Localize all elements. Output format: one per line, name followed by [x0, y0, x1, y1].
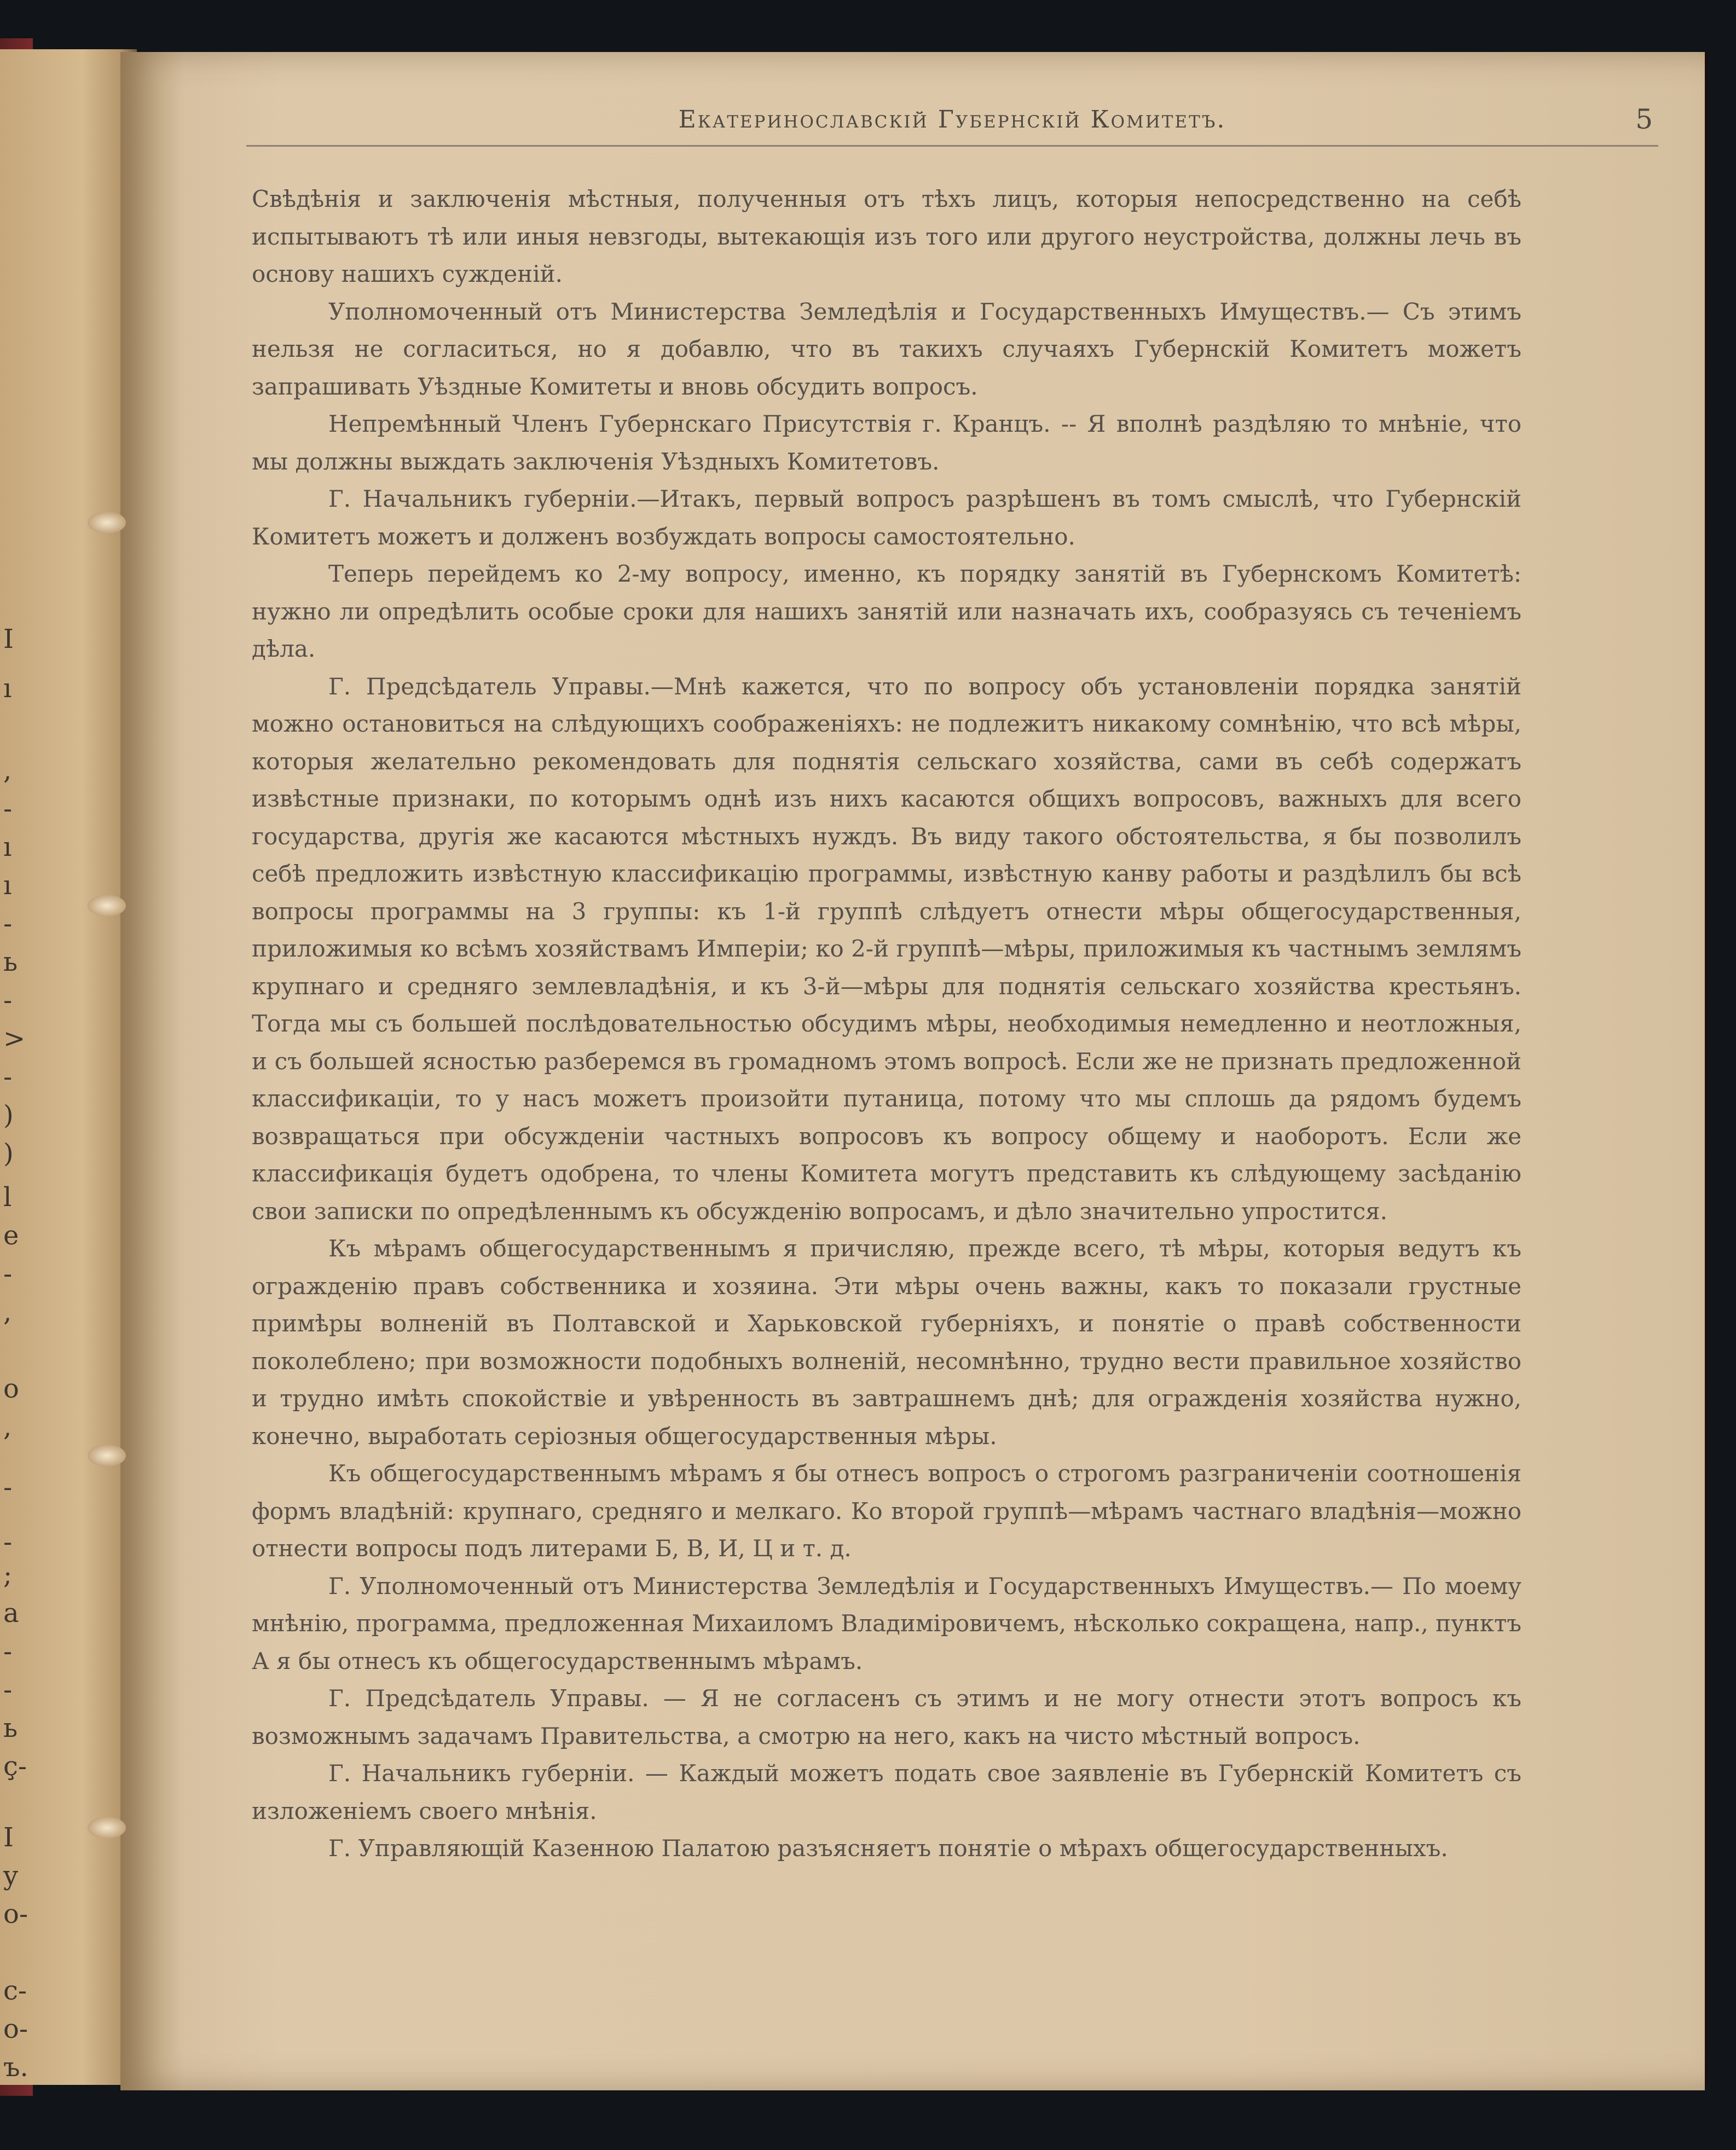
document-page: [120, 52, 1705, 2090]
left-page-fragment: >: [3, 1023, 26, 1054]
left-page-fragment: I: [3, 624, 14, 654]
paragraph: Къ общегосударственнымъ мѣрамъ я бы отнесъ вопросъ о строгомъ разграниченіи соотношенія формъ владѣній: крупнаго, средняго и мелкаго. Ко второй группѣ—мѣрамъ частнаго владѣнія—можно отнести вопросы подъ литерами Б, В, И, Ц и т. д.: [252, 1460, 1521, 1562]
paragraph: Г. Начальникъ губерніи.—Итакъ, первый вопросъ разрѣшенъ въ томъ смыслѣ, что Губернскій Комитетъ можетъ и долженъ возбуждать вопросы самостоятельно.: [252, 485, 1521, 550]
left-page-fragment: ): [3, 1138, 14, 1169]
paragraph: Г. Уполномоченный отъ Министерства Земледѣлія и Государственныхъ Имуществъ.— По моему мнѣнію, программа, предложенная Михаиломъ Владиміровичемъ, нѣсколько сокращена, напр., пунктъ А я бы отнесъ къ общегосударственнымъ мѣрамъ.: [252, 1572, 1521, 1674]
left-page-fragment: ь: [3, 1713, 18, 1743]
binding-hole: [88, 895, 126, 917]
paragraph: Г. Управляющій Казенною Палатою разъясняетъ понятіе о мѣрахъ общегосударственныхъ.: [328, 1835, 1448, 1862]
paragraph: Г. Предсѣдатель Управы.—Мнѣ кажется, что по вопросу объ установленіи порядка занятій можно остановиться на слѣдующихъ соображеніяхъ: не подлежитъ никакому сомнѣнію, что всѣ мѣры, которыя желательно рекомендовать для поднятія сельскаго хозяйства, сами въ себѣ содержатъ извѣстные признаки, по которымъ однѣ изъ нихъ касаются общихъ вопросовъ, важныхъ для всего государства, другія же касаются мѣстныхъ нуждъ. Въ виду такого обстоятельства, я бы позволилъ себѣ предложить извѣстную классификацію программы, извѣстную канву работы и раздѣлилъ бы всѣ вопросы программы на 3 группы: къ 1-й группѣ слѣдуетъ отнести мѣры общегосударственныя, приложимыя ко всѣмъ хозяйствамъ Имперіи; ко 2-й группѣ—мѣры, приложимыя къ частнымъ землямъ крупнаго и средняго землевладѣнія, и къ 3-й—мѣры для поднятія сельскаго хозяйства крестьянъ. Тогда мы съ большей послѣдовательностью обсудимъ мѣры, необходимыя немедленно и неотложныя, и съ большей ясностью разберемся въ громадномъ этомъ вопросѣ. Если же не признать предложенной классификаціи, то у насъ можетъ произойти путаница, потому что мы сплошь да рядомъ будемъ возвращаться при обсужденіи частныхъ вопросовъ къ вопросу общему и наоборотъ. Если же классификація будетъ одобрена, то члены Комитета могутъ представить къ слѣдующему засѣданію свои записки по опредѣленнымъ къ обсужденію вопросамъ, и дѣло значительно упростится.: [252, 673, 1521, 1225]
left-page-fragment: -: [3, 1472, 13, 1503]
left-page-fragment: ı: [3, 673, 12, 704]
left-page-fragment: ,: [3, 755, 12, 786]
binding-hole: [88, 512, 126, 534]
left-page-fragment: -: [3, 793, 13, 824]
left-page-fragment: ı: [3, 870, 12, 901]
left-page-fragment: -: [3, 985, 13, 1016]
left-page-fragment: ı: [3, 832, 12, 862]
left-page-margin: [0, 49, 137, 2085]
paragraph: Г. Начальникъ губерніи. — Каждый можетъ подать свое заявленіе въ Губернскій Комитетъ съ изложеніемъ своего мнѣнія.: [252, 1760, 1521, 1824]
left-page-fragment: ,: [3, 1412, 12, 1442]
left-page-fragment: -: [3, 1062, 13, 1092]
left-page-fragment: I: [3, 1822, 14, 1853]
binding-hole: [88, 1817, 126, 1839]
paragraph: Свѣдѣнія и заключенія мѣстныя, полученныя отъ тѣхъ лицъ, которыя непосредственно на себѣ испытываютъ тѣ или иныя невзгоды, вытекающія изъ того или другого неустройства, должны лечь въ основу нашихъ сужденій.: [252, 186, 1521, 287]
paragraph: Непремѣнный Членъ Губернскаго Присутствія г. Кранцъ. -- Я вполнѣ раздѣляю то мнѣніе, что мы должны выждать заключенія Уѣздныхъ Комитетовъ.: [252, 410, 1521, 475]
left-page-fragment: -: [3, 1636, 13, 1667]
left-page-fragment: ): [3, 1100, 14, 1131]
left-page-fragment: c-: [3, 1975, 27, 2006]
running-title: Екатеринославскій Губернскій Комитетъ.: [678, 106, 1226, 134]
page-number: 5: [1635, 103, 1653, 135]
paragraph: Г. Предсѣдатель Управы. — Я не согласенъ съ этимъ и не могу отнести этотъ вопросъ къ возможнымъ задачамъ Правительства, а смотрю на него, какъ на чисто мѣстный вопросъ.: [252, 1685, 1521, 1749]
left-page-fragment: e: [3, 1220, 19, 1251]
left-page-fragment: o-: [3, 2014, 28, 2044]
paragraph: Къ мѣрамъ общегосударственнымъ я причисляю, прежде всего, тѣ мѣры, которыя ведутъ къ огражденію правъ собственника и хозяина. Эти мѣры очень важны, какъ то показали грустные примѣры волненій въ Полтавской и Харьковской губерніяхъ, и понятіе о правѣ собственности поколеблено; при возможности подобныхъ волненій, несомнѣнно, трудно вести правильное хозяйство и трудно имѣть спокойствіе и увѣренность въ завтрашнемъ днѣ; для огражденія хозяйства нужно, конечно, выработать серіозныя общегосударственныя мѣры.: [252, 1235, 1521, 1450]
binding-hole: [88, 1445, 126, 1467]
left-page-fragment: ь: [3, 947, 18, 977]
left-page-fragment: ,: [3, 1297, 12, 1328]
left-page-fragment: l: [3, 1182, 12, 1213]
left-page-fragment: -: [3, 1259, 13, 1289]
left-page-fragment: ъ.: [3, 2052, 28, 2083]
left-page-fragment: -: [3, 1527, 13, 1557]
left-page-fragment: -: [3, 1674, 13, 1705]
left-page-fragment: o: [3, 1374, 19, 1404]
page-body: [252, 181, 1521, 1868]
left-page-fragment: y: [3, 1861, 19, 1891]
left-page-fragment: ;: [3, 1560, 13, 1590]
left-page-fragment: a: [3, 1598, 19, 1629]
paragraph: Теперь перейдемъ ко 2-му вопросу, именно, къ порядку занятій въ Губернскомъ Комитетѣ: нужно ли опредѣлить особые сроки для нашихъ занятій или назначать ихъ, сообразуясь съ теченіемъ дѣла.: [252, 560, 1521, 662]
page-header: [246, 101, 1658, 147]
left-page-fragment: ç-: [3, 1751, 27, 1782]
paragraph: Уполномоченный отъ Министерства Земледѣлія и Государственныхъ Имуществъ.— Съ этимъ нельзя не согласиться, но я добавлю, что въ такихъ случаяхъ Губернскій Комитетъ можетъ запрашивать Уѣздные Комитеты и вновь обсудить вопросъ.: [252, 298, 1521, 400]
left-page-fragment: o-: [3, 1899, 28, 1929]
left-page-fragment: -: [3, 908, 13, 939]
